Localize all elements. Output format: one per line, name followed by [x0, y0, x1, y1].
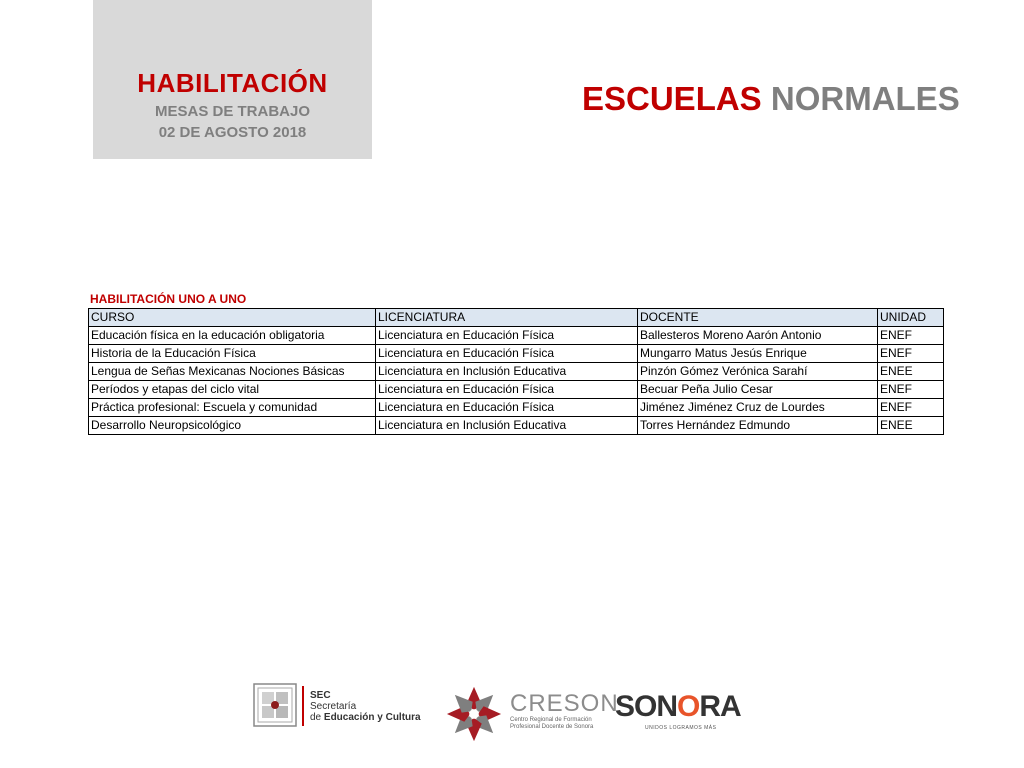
- column-header-docente: DOCENTE: [638, 309, 878, 327]
- sonora-part2: O: [677, 690, 700, 723]
- cell-docente: Pinzón Gómez Verónica Sarahí: [638, 363, 878, 381]
- cell-unidad: ENEF: [878, 327, 944, 345]
- page-title: [582, 80, 960, 118]
- sonora-part1: SON: [615, 690, 678, 723]
- cell-unidad: ENEE: [878, 363, 944, 381]
- table-row: [89, 399, 944, 417]
- cell-curso: Práctica profesional: Escuela y comunidad: [89, 399, 376, 417]
- column-header-licenciatura: LICENCIATURA: [376, 309, 638, 327]
- cell-licenciatura: Licenciatura en Educación Física: [376, 381, 638, 399]
- header-subtitle: MESAS DE TRABAJO: [154, 103, 311, 120]
- cell-unidad: ENEF: [878, 345, 944, 363]
- sec-line3-bold: Educación y Cultura: [323, 712, 421, 723]
- cell-docente: Becuar Peña Julio Cesar: [638, 381, 878, 399]
- column-header-curso: CURSO: [89, 309, 376, 327]
- cell-docente: Mungarro Matus Jesús Enrique: [638, 345, 878, 363]
- cell-unidad: ENEF: [878, 381, 944, 399]
- table-row: [89, 327, 944, 345]
- cell-curso: Desarrollo Neuropsicológico: [89, 417, 376, 435]
- habilitacion-table: [88, 308, 944, 435]
- cell-licenciatura: Licenciatura en Educación Física: [376, 345, 638, 363]
- header-title: HABILITACIÓN: [137, 68, 328, 98]
- cell-docente: Ballesteros Moreno Aarón Antonio: [638, 327, 878, 345]
- page-title-escuelas: ESCUELAS: [582, 80, 762, 117]
- cell-licenciatura: Licenciatura en Inclusión Educativa: [376, 417, 638, 435]
- table-row: [89, 417, 944, 435]
- cell-unidad: ENEF: [878, 399, 944, 417]
- table-header-row: [89, 309, 944, 327]
- cell-unidad: ENEE: [878, 417, 944, 435]
- cell-licenciatura: Licenciatura en Educación Física: [376, 399, 638, 417]
- cell-curso: Historia de la Educación Física: [89, 345, 376, 363]
- sonora-tagline: UNIDOS LOGRAMOS MÁS: [645, 725, 717, 731]
- creson-emblem-icon: [445, 685, 503, 743]
- cell-licenciatura: Licenciatura en Educación Física: [376, 327, 638, 345]
- sonora-logo: [615, 690, 741, 724]
- creson-sub-line2: Profesional Docente de Sonora: [510, 724, 594, 730]
- column-header-unidad: UNIDAD: [878, 309, 944, 327]
- table-row: [89, 363, 944, 381]
- sec-emblem-icon: [253, 683, 297, 727]
- page-title-normales: NORMALES: [770, 80, 960, 117]
- table-row: [89, 345, 944, 363]
- cell-curso: Períodos y etapas del ciclo vital: [89, 381, 376, 399]
- cell-docente: Jiménez Jiménez Cruz de Lourdes: [638, 399, 878, 417]
- sec-line2: Secretaría: [310, 701, 357, 712]
- header-date: 02 DE AGOSTO 2018: [158, 124, 307, 141]
- sec-divider: [302, 686, 304, 726]
- sec-line3-pre: de: [310, 712, 324, 723]
- table-row: [89, 381, 944, 399]
- footer-logos: [0, 680, 1024, 750]
- cell-curso: Educación física en la educación obligatoria: [89, 327, 376, 345]
- sec-abbr: SEC: [310, 690, 331, 701]
- header-box: [93, 0, 372, 159]
- creson-name: CRESON: [510, 690, 619, 717]
- creson-sub-line1: Centro Regional de Formación: [510, 717, 592, 723]
- section-title: HABILITACIÓN UNO A UNO: [90, 292, 247, 306]
- cell-curso: Lengua de Señas Mexicanas Nociones Básicas: [89, 363, 376, 381]
- sonora-part3: RA: [699, 690, 741, 723]
- cell-docente: Torres Hernández Edmundo: [638, 417, 878, 435]
- cell-licenciatura: Licenciatura en Inclusión Educativa: [376, 363, 638, 381]
- creson-subtitle: [510, 717, 600, 731]
- sec-logo-text: [310, 690, 421, 723]
